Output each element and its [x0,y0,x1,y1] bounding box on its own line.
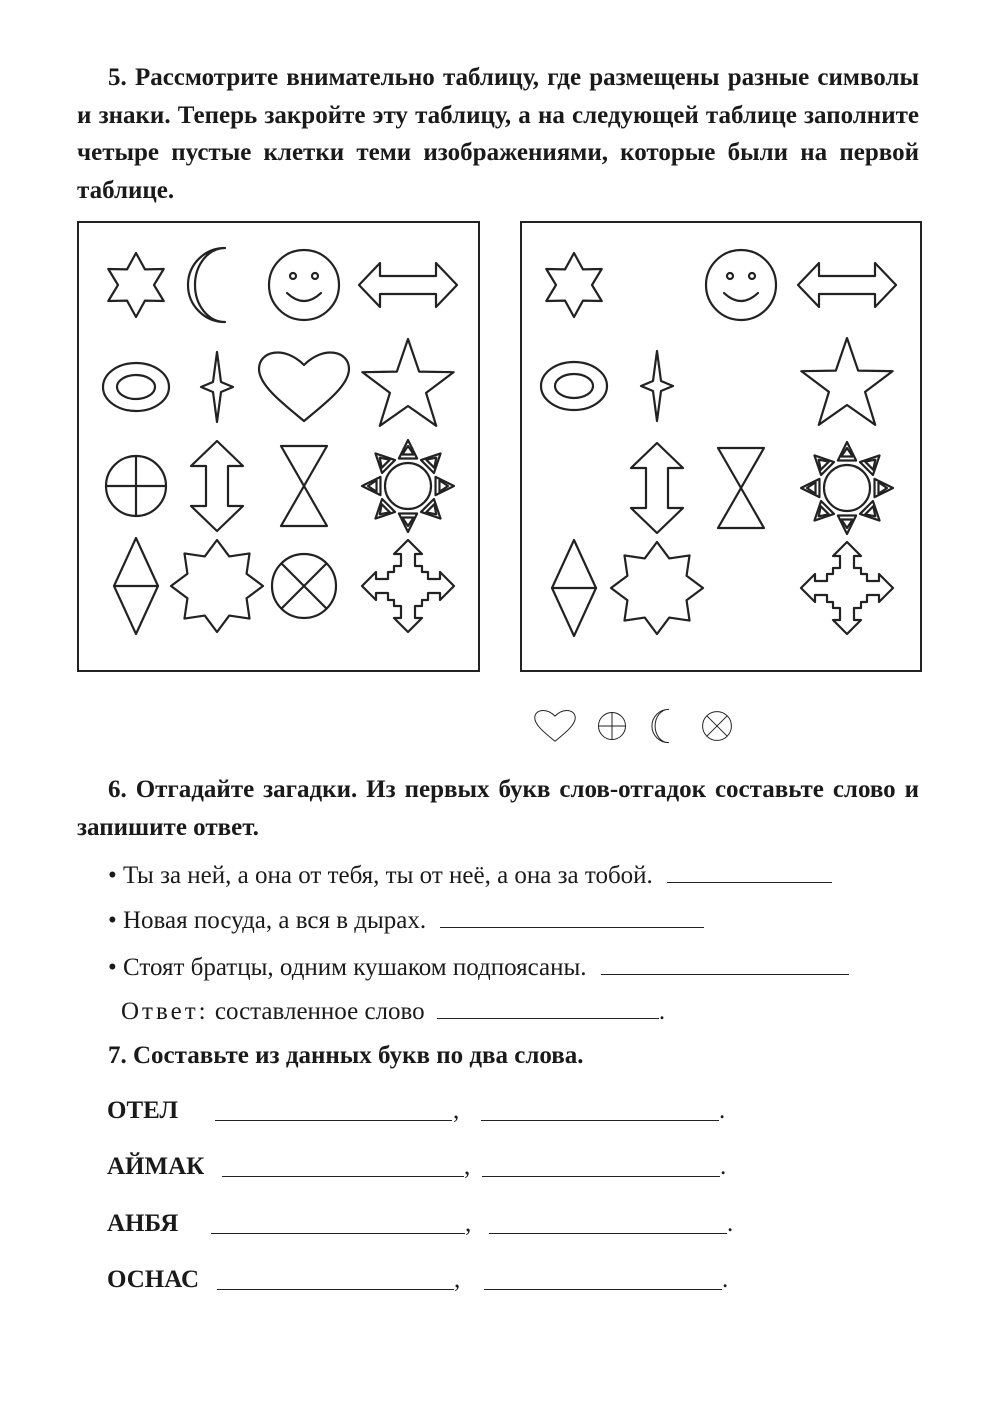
heart-icon [259,353,349,421]
word-1-line-1[interactable] [215,1120,452,1121]
symbol-grid-recall [522,223,924,674]
answer-end: . [658,998,666,1025]
double-triangle-diamond-icon [552,540,596,636]
vertical-double-arrow-icon [191,441,243,531]
riddle-1 [108,861,832,891]
riddle-answer [121,997,665,1027]
word-2-comma: , [464,1153,471,1180]
answer-line[interactable] [437,1018,659,1019]
five-point-star-icon [362,339,453,426]
word-3-letters: АНБЯ [107,1210,179,1237]
task-5-number: 5. [108,64,127,91]
riddle-3-text: • Стоят братцы, одним кушаком подпоясаны. [108,954,587,981]
hourglass-icon [281,446,327,526]
eight-point-star-icon [611,542,703,634]
sun-icon [801,442,893,534]
word-1-end: . [719,1097,726,1124]
empty-cell[interactable] [617,245,697,325]
word-2-line-2[interactable] [482,1176,720,1177]
circle-cross-icon [599,713,626,740]
empty-cell[interactable] [701,346,781,426]
four-arrow-cross-icon [801,542,893,634]
task-7-instruction: Составьте из данных букв по два слова. [133,1042,584,1069]
word-row-4 [107,1265,729,1295]
word-1-line-2[interactable] [481,1120,719,1121]
six-point-star-icon [546,253,601,317]
oval-ring-icon [103,363,169,411]
word-4-line-2[interactable] [484,1289,722,1290]
four-point-star-icon [641,351,673,421]
task-6-instruction: Отгадайте загадки. Из первых букв слов-отгадок составьте слово и запишите ответ. [77,776,919,841]
word-1-letters: ОТЕЛ [107,1097,179,1124]
word-3-line-2[interactable] [489,1233,727,1234]
answer-label: Ответ: [121,998,209,1025]
answer-symbols [528,701,748,751]
symbol-table-recall [520,221,922,672]
five-point-star-icon [801,338,892,425]
four-arrow-cross-icon [362,540,454,632]
symbol-table-original [77,221,480,672]
word-4-line-1[interactable] [217,1289,454,1290]
riddle-3-answer-line[interactable] [601,974,849,975]
word-2-end: . [720,1153,727,1180]
word-3-line-1[interactable] [211,1233,465,1234]
riddle-3 [108,953,849,983]
circle-cross-icon [106,456,166,516]
eight-point-star-icon [171,540,263,632]
word-4-letters: ОСНАС [107,1266,200,1293]
riddle-2-text: • Новая посуда, а вся в дырах. [108,907,427,934]
double-triangle-diamond-icon [114,538,158,634]
empty-cell[interactable] [701,548,781,628]
riddle-1-text: • Ты за ней, а она от тебя, ты от неё, а она за тобой. [108,862,653,889]
riddle-2 [108,906,704,936]
word-2-letters: АЙМАК [107,1153,205,1180]
double-arrow-icon [359,263,457,307]
vertical-double-arrow-icon [631,443,683,533]
word-4-end: . [722,1266,729,1293]
word-4-comma: , [454,1266,461,1293]
word-2-line-1[interactable] [222,1176,464,1177]
task-6-text [77,771,919,846]
sun-icon [362,440,454,532]
task-7-text [108,1037,950,1075]
word-row-2 [107,1152,727,1182]
smiley-face-icon [269,250,339,320]
empty-cell[interactable] [534,448,614,528]
task-6-number: 6. [108,776,127,803]
double-arrow-icon [798,263,896,307]
smiley-face-icon [706,250,776,320]
answer-text: составленное слово [214,998,425,1025]
crescent-moon-icon [188,248,225,322]
word-3-comma: , [465,1210,472,1237]
task-7-number: 7. [108,1042,127,1069]
riddle-2-answer-line[interactable] [440,927,704,928]
answer-symbols-row [528,701,748,751]
six-point-star-icon [108,253,163,317]
circle-x-icon [272,554,336,618]
task-5-instruction: Рассмотрите внимательно таблицу, где размещены разные символы и знаки. Теперь закройте эту таблицу, а на следующей таблице заполните четыре пустые клетки теми изображениями, которые были на первой таблице. [77,64,919,204]
word-1-comma: , [453,1097,460,1124]
circle-x-icon [703,712,732,741]
symbol-grid-original [79,223,482,674]
hourglass-icon [718,448,764,528]
word-row-1 [107,1096,726,1126]
task-5-text [77,59,919,209]
riddle-1-answer-line[interactable] [667,882,832,883]
word-row-3 [107,1209,734,1239]
heart-icon [535,710,576,741]
word-3-end: . [727,1210,734,1237]
oval-ring-icon [541,362,607,410]
crescent-moon-icon [652,709,669,742]
four-point-star-icon [201,352,233,422]
